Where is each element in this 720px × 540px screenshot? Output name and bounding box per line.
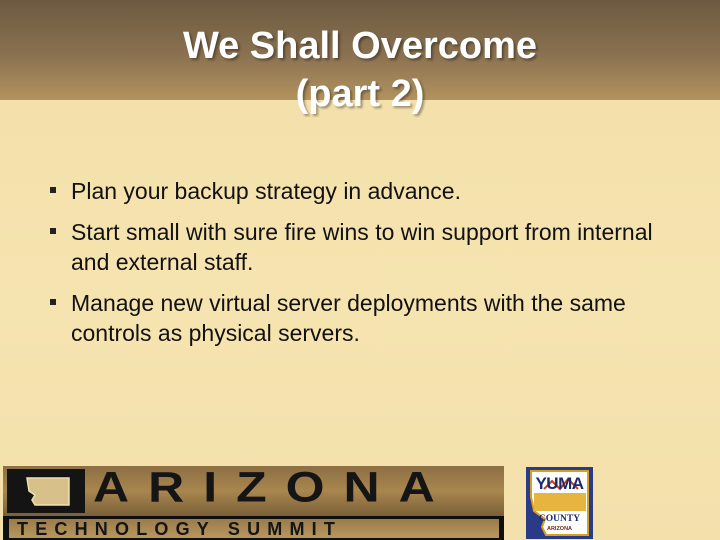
bullet-text: Manage new virtual server deployments with the same controls as physical servers.	[71, 290, 626, 346]
bullet-item	[48, 288, 668, 348]
bullet-item	[48, 176, 668, 206]
title-line-1: We Shall Overcome	[182, 25, 538, 67]
yuma-state-text: ARIZONA	[546, 526, 573, 532]
square-bullet-icon	[50, 228, 56, 234]
square-bullet-icon	[50, 299, 56, 305]
arizona-wordmark: ARIZONA	[93, 463, 454, 511]
square-bullet-icon	[50, 187, 56, 193]
arizona-state-icon	[7, 469, 85, 513]
arizona-technology-summit-logo	[3, 463, 504, 540]
bullet-text: Plan your backup strategy in advance.	[71, 178, 461, 204]
bullet-text: Start small with sure fire wins to win support from internal and external staff.	[71, 219, 653, 275]
yuma-name-text: YUMA	[535, 474, 584, 493]
yuma-county-logo	[526, 467, 593, 539]
slide-title	[0, 22, 720, 118]
yuma-county-text: COUNTY	[538, 514, 581, 524]
bullet-list	[48, 176, 668, 359]
bullet-item	[48, 217, 668, 277]
technology-summit-text: TECHNOLOGY SUMMIT	[17, 519, 343, 539]
title-line-2: (part 2)	[295, 73, 425, 115]
